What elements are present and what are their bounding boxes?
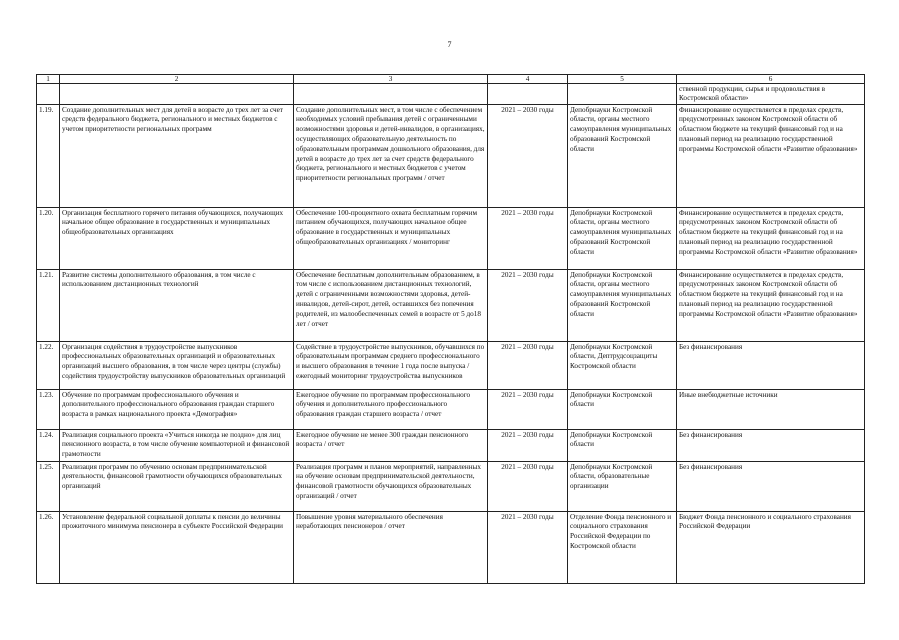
cell-result: Содействие в трудоустройстве выпускников, обучавшихся по образовательным программам среднего профессионального и высшего образования в течение 1 года после выпуска / ежегодный мониторинг трудоустройства выпускников bbox=[294, 342, 488, 390]
cell-term: 2021 – 2030 годы bbox=[488, 208, 568, 270]
column-header-6: 6 bbox=[677, 75, 865, 84]
row-number: 1.26. bbox=[37, 512, 60, 584]
table-row bbox=[37, 430, 865, 462]
column-header-5: 5 bbox=[568, 75, 677, 84]
cell-measure: Обучение по программам профессионального обучения и дополнительного профессионального образования граждан старшего возраста в рамках национального проекта «Демография» bbox=[60, 390, 294, 430]
cell-executor: Отделение Фонда пенсионного и социального страхования Российской Федерации по Костромской области bbox=[568, 512, 677, 584]
cell-funding: Финансирование осуществляется в пределах средств, предусмотренных законом Костромской области об областном бюджете на текущий финансовый год и на плановый период на реализацию государственной программы Костромской области «Развитие образования» bbox=[677, 270, 865, 342]
table-row bbox=[37, 462, 865, 512]
cell-measure: Развитие системы дополнительного образования, в том числе с использованием дистанционных технологий bbox=[60, 270, 294, 342]
cell-term: 2021 – 2030 годы bbox=[488, 105, 568, 208]
row-number: 1.20. bbox=[37, 208, 60, 270]
cell-result: Реализация программ и планов мероприятий, направленных на обучение основам предпринимательской деятельности, финансовой грамотности обучающихся образовательных организаций / отчет bbox=[294, 462, 488, 512]
column-header-3: 3 bbox=[294, 75, 488, 84]
cell-measure: Создание дополнительных мест для детей в возрасте до трех лет за счет средств федерального бюджета, регионального и местных бюджетов с учетом приоритетности региональных программ bbox=[60, 105, 294, 208]
table-header-row bbox=[37, 75, 865, 84]
table-row bbox=[37, 342, 865, 390]
column-header-2: 2 bbox=[60, 75, 294, 84]
cell-term: 2021 – 2030 годы bbox=[488, 270, 568, 342]
table-row bbox=[37, 270, 865, 342]
cell-term bbox=[488, 84, 568, 105]
cell-term: 2021 – 2030 годы bbox=[488, 342, 568, 390]
table-row bbox=[37, 512, 865, 584]
cell-result: Обеспечение бесплатным дополнительным образованием, в том числе с использованием дистанционных технологий, детей с ограниченными возможностями здоровья, детей-инвалидов, детей-сирот, детей, оставшихся без попечения родителей, из малообеспеченных семей в возрасте от 5 до18 лет / отчет bbox=[294, 270, 488, 342]
table-row bbox=[37, 390, 865, 430]
cell-measure: Реализация социального проекта «Учиться никогда не поздно» для лиц пенсионного возраста, в том числе обучение компьютерной и финансовой грамотности bbox=[60, 430, 294, 462]
measures-table bbox=[36, 74, 865, 584]
cell-executor: Депобрнауки Костромской области, образовательные организации bbox=[568, 462, 677, 512]
cell-funding: Иные внебюджетные источники bbox=[677, 390, 865, 430]
cell-measure bbox=[60, 84, 294, 105]
continuation-row bbox=[37, 84, 865, 105]
cell-executor: Депобрнауки Костромской области, Дептрудсоцзащиты Костромской области bbox=[568, 342, 677, 390]
page-number: 7 bbox=[447, 40, 452, 49]
cell-term: 2021 – 2030 годы bbox=[488, 512, 568, 584]
cell-executor bbox=[568, 84, 677, 105]
row-number: 1.19. bbox=[37, 105, 60, 208]
row-number: 1.25. bbox=[37, 462, 60, 512]
cell-funding: Без финансирования bbox=[677, 430, 865, 462]
cell-executor: Депобрнауки Костромской области, органы местного самоуправления муниципальных образований Костромской области bbox=[568, 105, 677, 208]
cell-term: 2021 – 2030 годы bbox=[488, 390, 568, 430]
cell-measure: Организация бесплатного горячего питания обучающихся, получающих начальное общее образование в государственных и муниципальных общеобразовательных организациях bbox=[60, 208, 294, 270]
cell-executor: Депобрнауки Костромской области, органы местного самоуправления муниципальных образований Костромской области bbox=[568, 270, 677, 342]
cell-funding: Без финансирования bbox=[677, 462, 865, 512]
cell-funding: Финансирование осуществляется в пределах средств, предусмотренных законом Костромской области об областном бюджете на текущий финансовый год и на плановый период на реализацию государственной программы Костромской области «Развитие образования» bbox=[677, 208, 865, 270]
cell-funding: Без финансирования bbox=[677, 342, 865, 390]
cell-funding: ственной продукции, сырья и продовольствия в Костромской области» bbox=[677, 84, 865, 105]
cell-measure: Организация содействия в трудоустройстве выпускников профессиональных образовательных организаций и образовательных организаций высшего образования, в том числе через центры (службы) содействия трудоустройству выпускников образовательных организаций bbox=[60, 342, 294, 390]
cell-executor: Депобрнауки Костромской области bbox=[568, 390, 677, 430]
row-number: 1.22. bbox=[37, 342, 60, 390]
cell-num bbox=[37, 84, 60, 105]
table-row bbox=[37, 105, 865, 208]
cell-result: Ежегодное обучение не менее 300 граждан пенсионного возраста / отчет bbox=[294, 430, 488, 462]
row-number: 1.21. bbox=[37, 270, 60, 342]
cell-funding: Бюджет Фонда пенсионного и социального страхования Российской Федерации bbox=[677, 512, 865, 584]
table-row bbox=[37, 208, 865, 270]
cell-result: Ежегодное обучение по программам профессионального обучения и дополнительного профессионального образования граждан старшего возраста / отчет bbox=[294, 390, 488, 430]
column-header-1: 1 bbox=[37, 75, 60, 84]
cell-result bbox=[294, 84, 488, 105]
cell-measure: Реализация программ по обучению основам предпринимательской деятельности, финансовой грамотности обучающихся образовательных организаций bbox=[60, 462, 294, 512]
cell-result: Повышение уровня материального обеспечения неработающих пенсионеров / отчет bbox=[294, 512, 488, 584]
cell-measure: Установление федеральной социальной доплаты к пенсии до величины прожиточного минимума пенсионера в субъекте Российской Федерации bbox=[60, 512, 294, 584]
cell-funding: Финансирование осуществляется в пределах средств, предусмотренных законом Костромской области об областном бюджете на текущий финансовый год и на плановый период на реализацию государственной программы Костромской области «Развитие образования» bbox=[677, 105, 865, 208]
cell-result: Создание дополнительных мест, в том числе с обеспечением необходимых условий пребывания детей с ограниченными возможностями здоровья и детей-инвалидов, в организациях, осуществляющих образовательную деятельность по образовательным программам дошкольного образования, для детей в возрасте до трех лет за счет средств федерального бюджета, регионального и местных бюджетов с учетом приоритетности региональных программ / отчет bbox=[294, 105, 488, 208]
cell-term: 2021 – 2030 годы bbox=[488, 462, 568, 512]
column-header-4: 4 bbox=[488, 75, 568, 84]
row-number: 1.24. bbox=[37, 430, 60, 462]
cell-term: 2021 – 2030 годы bbox=[488, 430, 568, 462]
cell-result: Обеспечение 100-процентного охвата бесплатным горячим питанием обучающихся, получающих начальное общее образование в государственных и муниципальных общеобразовательных организациях / мониторинг bbox=[294, 208, 488, 270]
cell-executor: Депобрнауки Костромской области bbox=[568, 430, 677, 462]
row-number: 1.23. bbox=[37, 390, 60, 430]
cell-executor: Депобрнауки Костромской области, органы местного самоуправления муниципальных образований Костромской области bbox=[568, 208, 677, 270]
